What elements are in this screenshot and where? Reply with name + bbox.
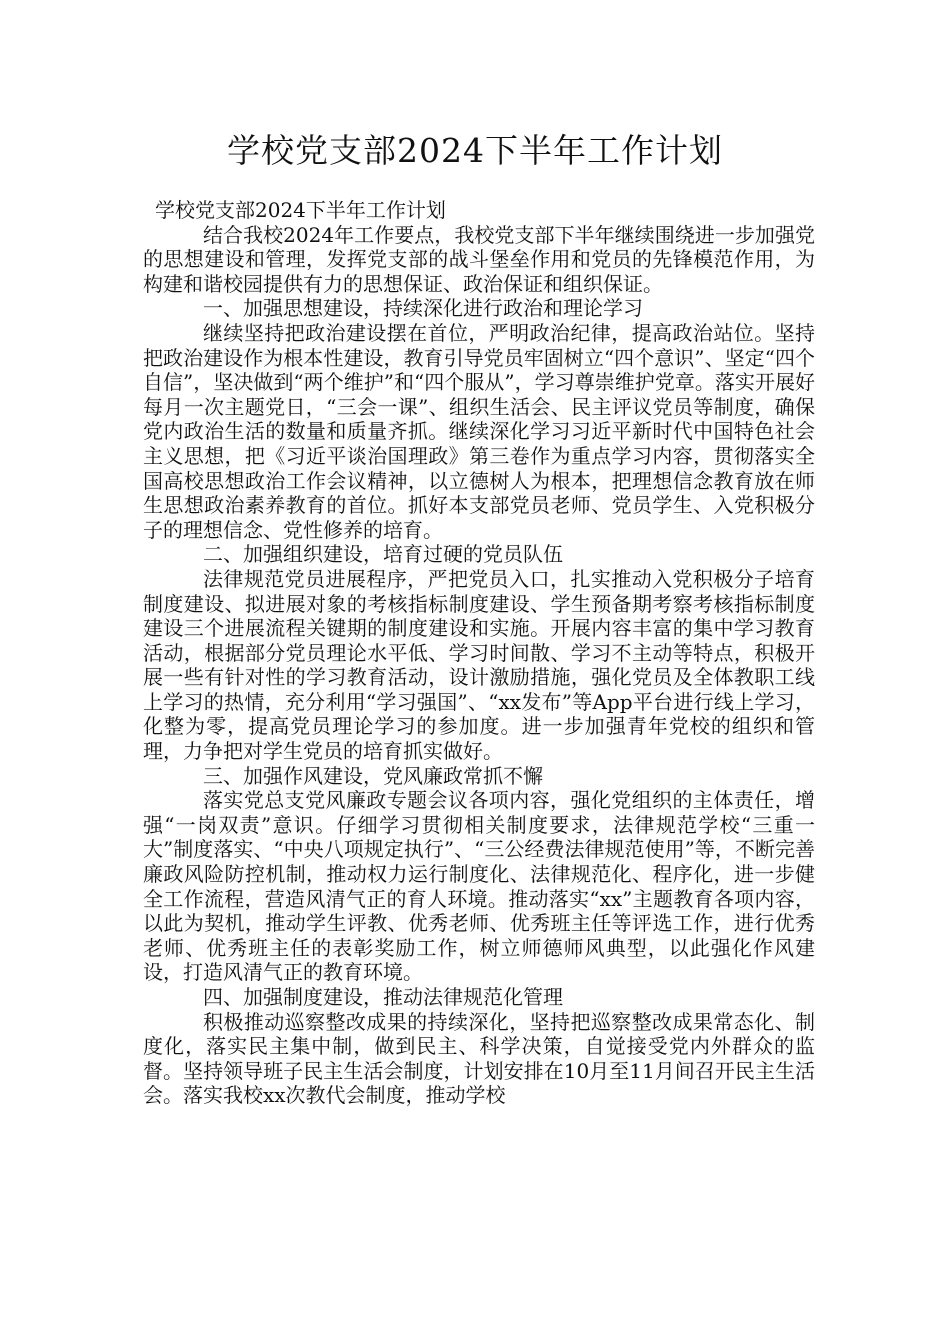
section-paragraph-4: 积极推动巡察整改成果的持续深化，坚持把巡察整改成果常态化、制度化，落实民主集中制，做到民主、科学决策，自觉接受党内外群众的监督。坚持领导班子民主生活会制度，计划安排在10月至11月间召开民主生活会。落实我校xx次教代会制度，推动学校 <box>143 1009 815 1108</box>
document-subtitle: 学校党支部2024下半年工作计划 <box>155 198 446 222</box>
section-heading-1: 一、加强思想建设，持续深化进行政治和理论学习 <box>203 296 643 321</box>
document-body <box>143 198 815 1108</box>
section-heading-3: 三、加强作风建设，党风廉政常抓不懈 <box>203 763 543 788</box>
section-heading-4: 四、加强制度建设，推动法律规范化管理 <box>203 985 563 1009</box>
document-title: 学校党支部2024下半年工作计划 <box>227 131 723 170</box>
section-paragraph-2: 法律规范党员进展程序，严把党员入口，扎实推动入党积极分子培育制度建设、拟进展对象的考核指标制度建设、学生预备期考察考核指标制度建设三个进展流程关键期的制度建设和实施。开展内容丰富的集中学习教育活动，根据部分党员理论水平低、学习时间散、学习不主动等特点，积极开展一些有针对性的学习教育活动，设计激励措施，强化党员及全体教职工线上学习的热情，充分利用“学习强国”、“xx发布”等App平台进行线上学习，化整为零，提高党员理论学习的参加度。进一步加强青年党校的组织和管理，力争把对学生党员的培育抓实做好。 <box>143 566 815 764</box>
section-paragraph-3: 落实党总支党风廉政专题会议各项内容，强化党组织的主体责任，增强“一岗双责”意识。仔细学习贯彻相关制度要求，法律规范学校“三重一大”制度落实、“中央八项规定执行”、“三公经费法律规范使用”等，不断完善廉政风险防控机制，推动权力运行制度化、法律规范化、程序化，进一步健全工作流程，营造风清气正的育人环境。推动落实“xx”主题教育各项内容，以此为契机，推动学生评教、优秀老师、优秀班主任等评选工作，进行优秀老师、优秀班主任的表彰奖励工作，树立师德师风典型，以此强化作风建设，打造风清气正的教育环境。 <box>143 788 815 985</box>
intro-paragraph: 结合我校2024年工作要点，我校党支部下半年继续围绕进一步加强党的思想建设和管理，发挥党支部的战斗堡垒作用和党员的先锋模范作用，为构建和谐校园提供有力的思想保证、政治保证和组织保证。 <box>143 222 815 296</box>
section-paragraph-1: 继续坚持把政治建设摆在首位，严明政治纪律，提高政治站位。坚持把政治建设作为根本性建设，教育引导党员牢固树立“四个意识”、坚定“四个自信”，坚决做到“两个维护”和“四个服从”，学习尊崇维护党章。落实开展好每月一次主题党日，“三会一课”、组织生活会、民主评议党员等制度，确保党内政治生活的数量和质量齐抓。继续深化学习习近平新时代中国特色社会主义思想，把《习近平谈治国理政》第三卷作为重点学习内容，贯彻落实全国高校思想政治工作会议精神，以立德树人为根本，把理想信念教育放在师生思想政治素养教育的首位。抓好本支部党员老师、党员学生、入党积极分子的理想信念、党性修养的培育。 <box>143 320 815 542</box>
section-heading-2: 二、加强组织建设，培育过硬的党员队伍 <box>203 542 563 567</box>
